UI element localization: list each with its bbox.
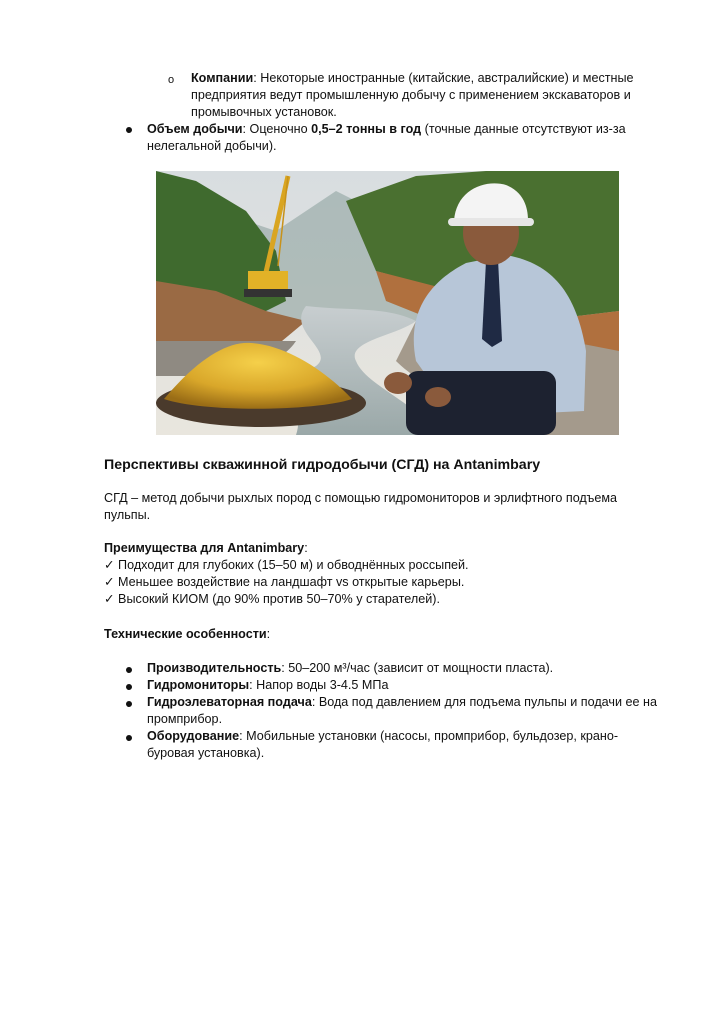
volume-label: Объем добычи (147, 122, 243, 136)
tech-item (147, 728, 637, 762)
tech-item (147, 677, 667, 694)
bullet-dot (126, 667, 132, 673)
sub-bullet-marker: o (168, 74, 175, 86)
advantage-item: ✓ Высокий КИОМ (до 90% против 50–70% у старателей). (104, 592, 440, 606)
volume-item (147, 121, 627, 155)
volume-post: (точные данные отсутствуют из-за нелегальной добычи). (147, 122, 626, 153)
tech-item-text: : Мобильные установки (насосы, промприбор, бульдозер, крано-буровая установка). (147, 729, 619, 760)
advantages-label: Преимущества для Antanimbary (104, 541, 305, 555)
bullet-dot (126, 701, 132, 707)
tech-item-text: : Напор воды 3-4.5 МПа (249, 678, 389, 692)
bullet-dot (126, 127, 132, 133)
tech-item-text: : Вода под давлением для подъема пульпы и подачи ее на промприбор. (147, 695, 657, 726)
companies-label: Компании (191, 71, 254, 85)
tech-item-label: Оборудование (147, 729, 240, 743)
tech-label: Технические особенности (104, 627, 267, 641)
bullet-dot (126, 735, 132, 741)
tech-item (147, 694, 662, 728)
tech-item-text: : 50–200 м³/час (зависит от мощности пласта). (281, 661, 554, 675)
tech-item-label: Производительность (147, 661, 282, 675)
mining-engineer-photo (156, 171, 619, 435)
section-heading: Перспективы скважинной гидродобычи (СГД) на Antanimbary (104, 457, 541, 473)
companies-item (191, 70, 661, 121)
bullet-dot (126, 684, 132, 690)
tech-item-label: Гидроэлеваторная подача (147, 695, 312, 709)
advantage-item: ✓ Подходит для глубоких (15–50 м) и обводнённых россыпей. (104, 558, 469, 572)
illustration (156, 171, 619, 435)
advantage-item: ✓ Меньшее воздействие на ландшафт vs открытые карьеры. (104, 575, 465, 589)
tech-item-label: Гидромониторы (147, 678, 250, 692)
companies-text: : Некоторые иностранные (китайские, австралийские) и местные предприятия ведут промышленную добычу с применением экскаваторов и промывочных установок. (191, 71, 634, 119)
volume-pre: : Оценочно (242, 122, 312, 136)
volume-amount: 0,5–2 тонны в год (311, 122, 422, 136)
tech-item (147, 660, 667, 677)
advantages-heading: Преимущества для Antanimbary: (104, 541, 308, 555)
intro-paragraph: СГД – метод добычи рыхлых пород с помощью гидромониторов и эрлифтного подъема пульпы. (104, 491, 618, 522)
tech-heading: Технические особенности: (104, 627, 271, 641)
